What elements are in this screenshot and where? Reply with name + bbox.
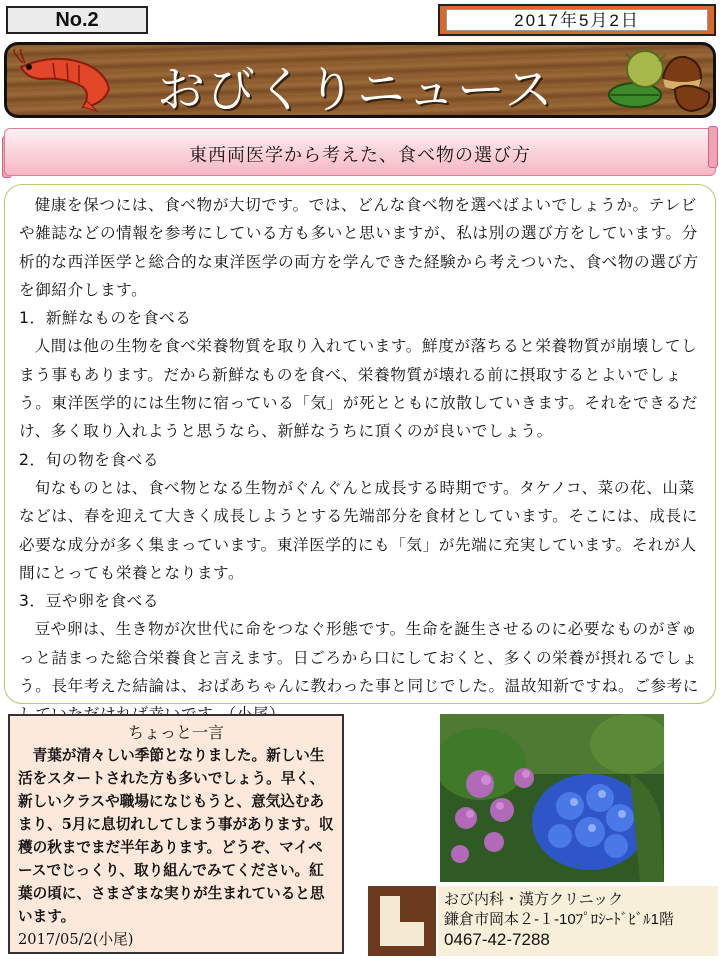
comment-signature: 2017/05/2(小尾) — [18, 931, 134, 948]
section-body: 旬なものとは、食べ物となる生物がぐんぐんと成長する時期です。タケノコ、菜の花、山菜などは、春を迎えて大きく成長しようとする先端部分を食材としています。そこには、成長に必要な成分が多く集まっています。東洋医学的にも「気」が先端に充実しています。それが人間にとっても栄養となります。 — [19, 478, 698, 582]
clinic-address: 鎌倉市岡本２-１-10ﾌﾟﾛｼｰﾄﾞﾋﾞﾙ1階 — [444, 911, 675, 928]
section-body: 人間は他の生物を食べ栄養物質を取り入れています。鮮度が落ちると栄養物質が崩壊してしまう事もあります。だから新鮮なものを食べ、栄養物質が壊れる前に摂取するとよいでしょう。東洋医学的には生物に宿っている「気」が死とともに放散していきます。それをできるだけ、多く取り入れようと思うなら、新鮮なうちに頂くのが良いでしょう。 — [19, 337, 698, 441]
clinic-phone: 0467-42-7288 — [444, 930, 550, 949]
comment-body: 青葉が清々しい季節となりました。新しい生活をスタートされた方も多いでしょう。早く、新しいクラスや職場になじもうと、意気込むあまり、5月に息切れしてしまう事があります。収穫の秋までまだ半年あります。どうぞ、マイペースでじっくり、取り組んでみてください。紅葉の頃に、さまざまな実りが生まれていると思います。 — [18, 747, 334, 925]
article-intro: 健康を保つには、食べ物が大切です。では、どんな食べ物を選べばよいでしょうか。テレビや雑誌などの情報を参考にしている方も多いと思いますが、私は別の選び方をしています。分析的な西洋医学と総合的な東洋医学の両方を学んできた経験から考えついた、食べ物の選び方を御紹介します。 — [19, 196, 699, 299]
chestnut-icon — [605, 47, 715, 115]
date-frame — [438, 4, 716, 36]
issue-date: 2017年5月2日 — [446, 9, 708, 31]
clinic-name: おび内科・漢方クリニック — [444, 891, 624, 908]
clinic-info — [368, 886, 718, 956]
article-body — [4, 184, 716, 704]
issue-number: No.2 — [6, 6, 148, 34]
section-title: 3．豆や卵を食べる — [19, 592, 160, 611]
hydrangea-photo — [440, 714, 664, 882]
comment-box — [8, 714, 344, 954]
heading-scroll-right — [708, 126, 718, 168]
clinic-text-box — [438, 886, 718, 956]
article-heading-box — [4, 128, 716, 176]
title-banner — [4, 42, 716, 118]
section-body: 豆や卵は、生き物が次世代に命をつなぐ形態です。生命を誕生させるのに必要なものがぎゅっと詰まった総合栄養食と言えます。日ごろから口にしておくと、多くの栄養が摂れるでしょう。長年考えた結論は、おばあちゃんに教わった事と同じでした。温故知新ですね。ご参考に — [19, 620, 699, 696]
newsletter-title: おびくりニュース — [157, 62, 555, 118]
shrimp-icon — [13, 49, 123, 113]
comment-title: ちょっと一言 — [127, 723, 224, 742]
section-title: 1．新鮮なものを食べる — [19, 309, 192, 328]
clinic-logo-icon — [368, 886, 436, 956]
article-heading: 東西両医学から考えた、食べ物の選び方 — [189, 145, 531, 166]
section-title: 2．旬の物を食べる — [19, 450, 160, 469]
